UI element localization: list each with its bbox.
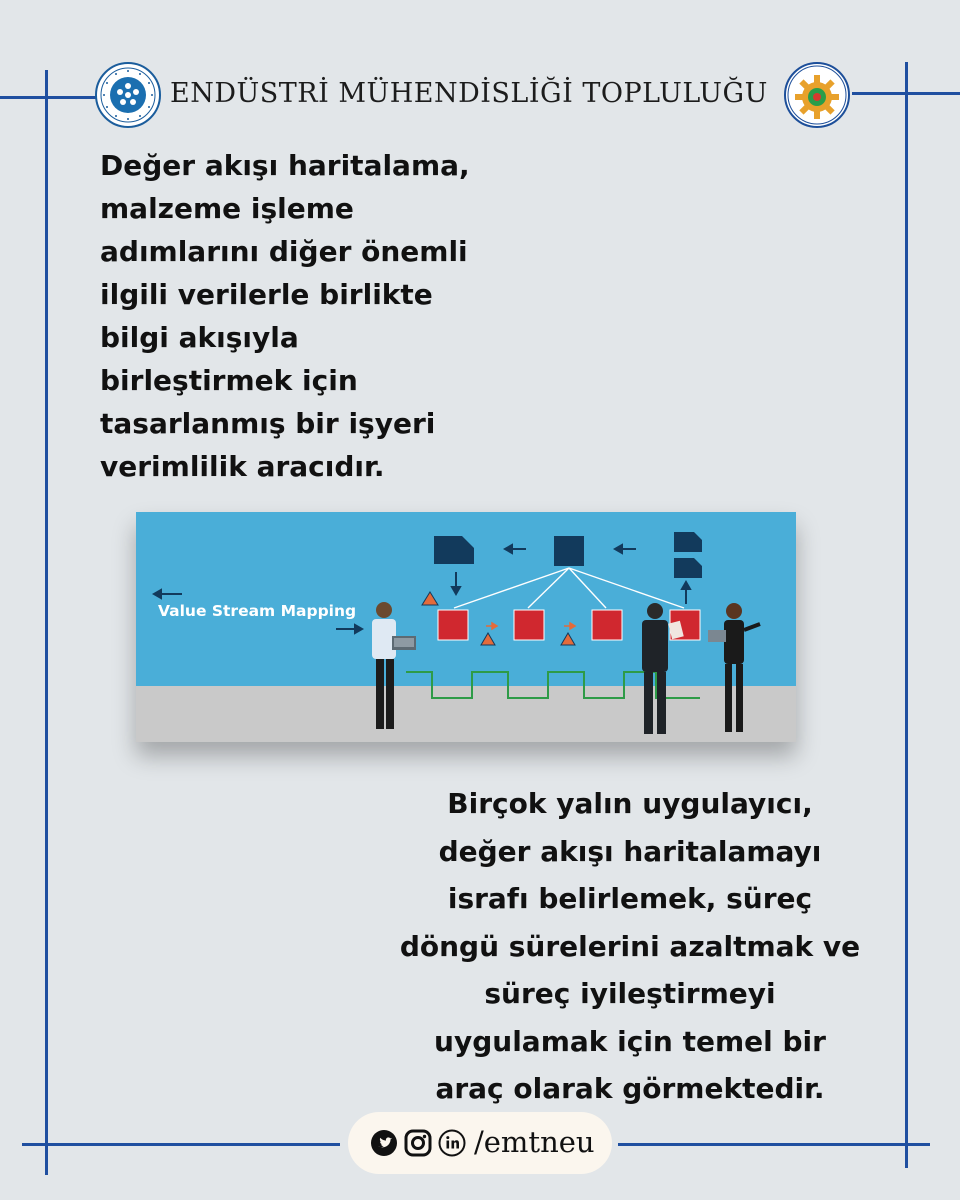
frame-line-bottom-left xyxy=(22,1143,340,1146)
value-stream-mapping-illustration xyxy=(136,512,796,742)
club-logo xyxy=(784,62,850,128)
header-title: ENDÜSTRİ MÜHENDİSLİĞİ TOPLULUĞU xyxy=(170,78,768,109)
twitter-icon[interactable] xyxy=(370,1129,398,1157)
intro-paragraph: Değer akışı haritalama, malzeme işleme adımlarını diğer önemli ilgili verilerle birlikte bilgi akışıyla birleştirmek için tasarlanmış bir işyeri verimlilik aracıdır. xyxy=(100,149,470,483)
university-logo xyxy=(95,62,161,128)
linkedin-icon[interactable] xyxy=(438,1129,466,1157)
social-bar xyxy=(348,1112,612,1174)
frame-line-right xyxy=(905,62,908,1168)
instagram-icon[interactable] xyxy=(404,1129,432,1157)
social-handle[interactable]: /emtneu xyxy=(474,1125,595,1159)
frame-line-left xyxy=(45,70,48,1175)
vsm-label: Value Stream Mapping xyxy=(158,602,357,620)
closing-paragraph: Birçok yalın uygulayıcı, değer akışı haritalamayı israfı belirlemek, süreç döngü sürelerini azaltmak ve süreç iyileştirmeyi uygulamak için temel bir araç olarak görmektedir. xyxy=(399,787,861,1105)
frame-line-top-left xyxy=(0,96,96,99)
frame-line-bottom-right xyxy=(618,1143,930,1146)
